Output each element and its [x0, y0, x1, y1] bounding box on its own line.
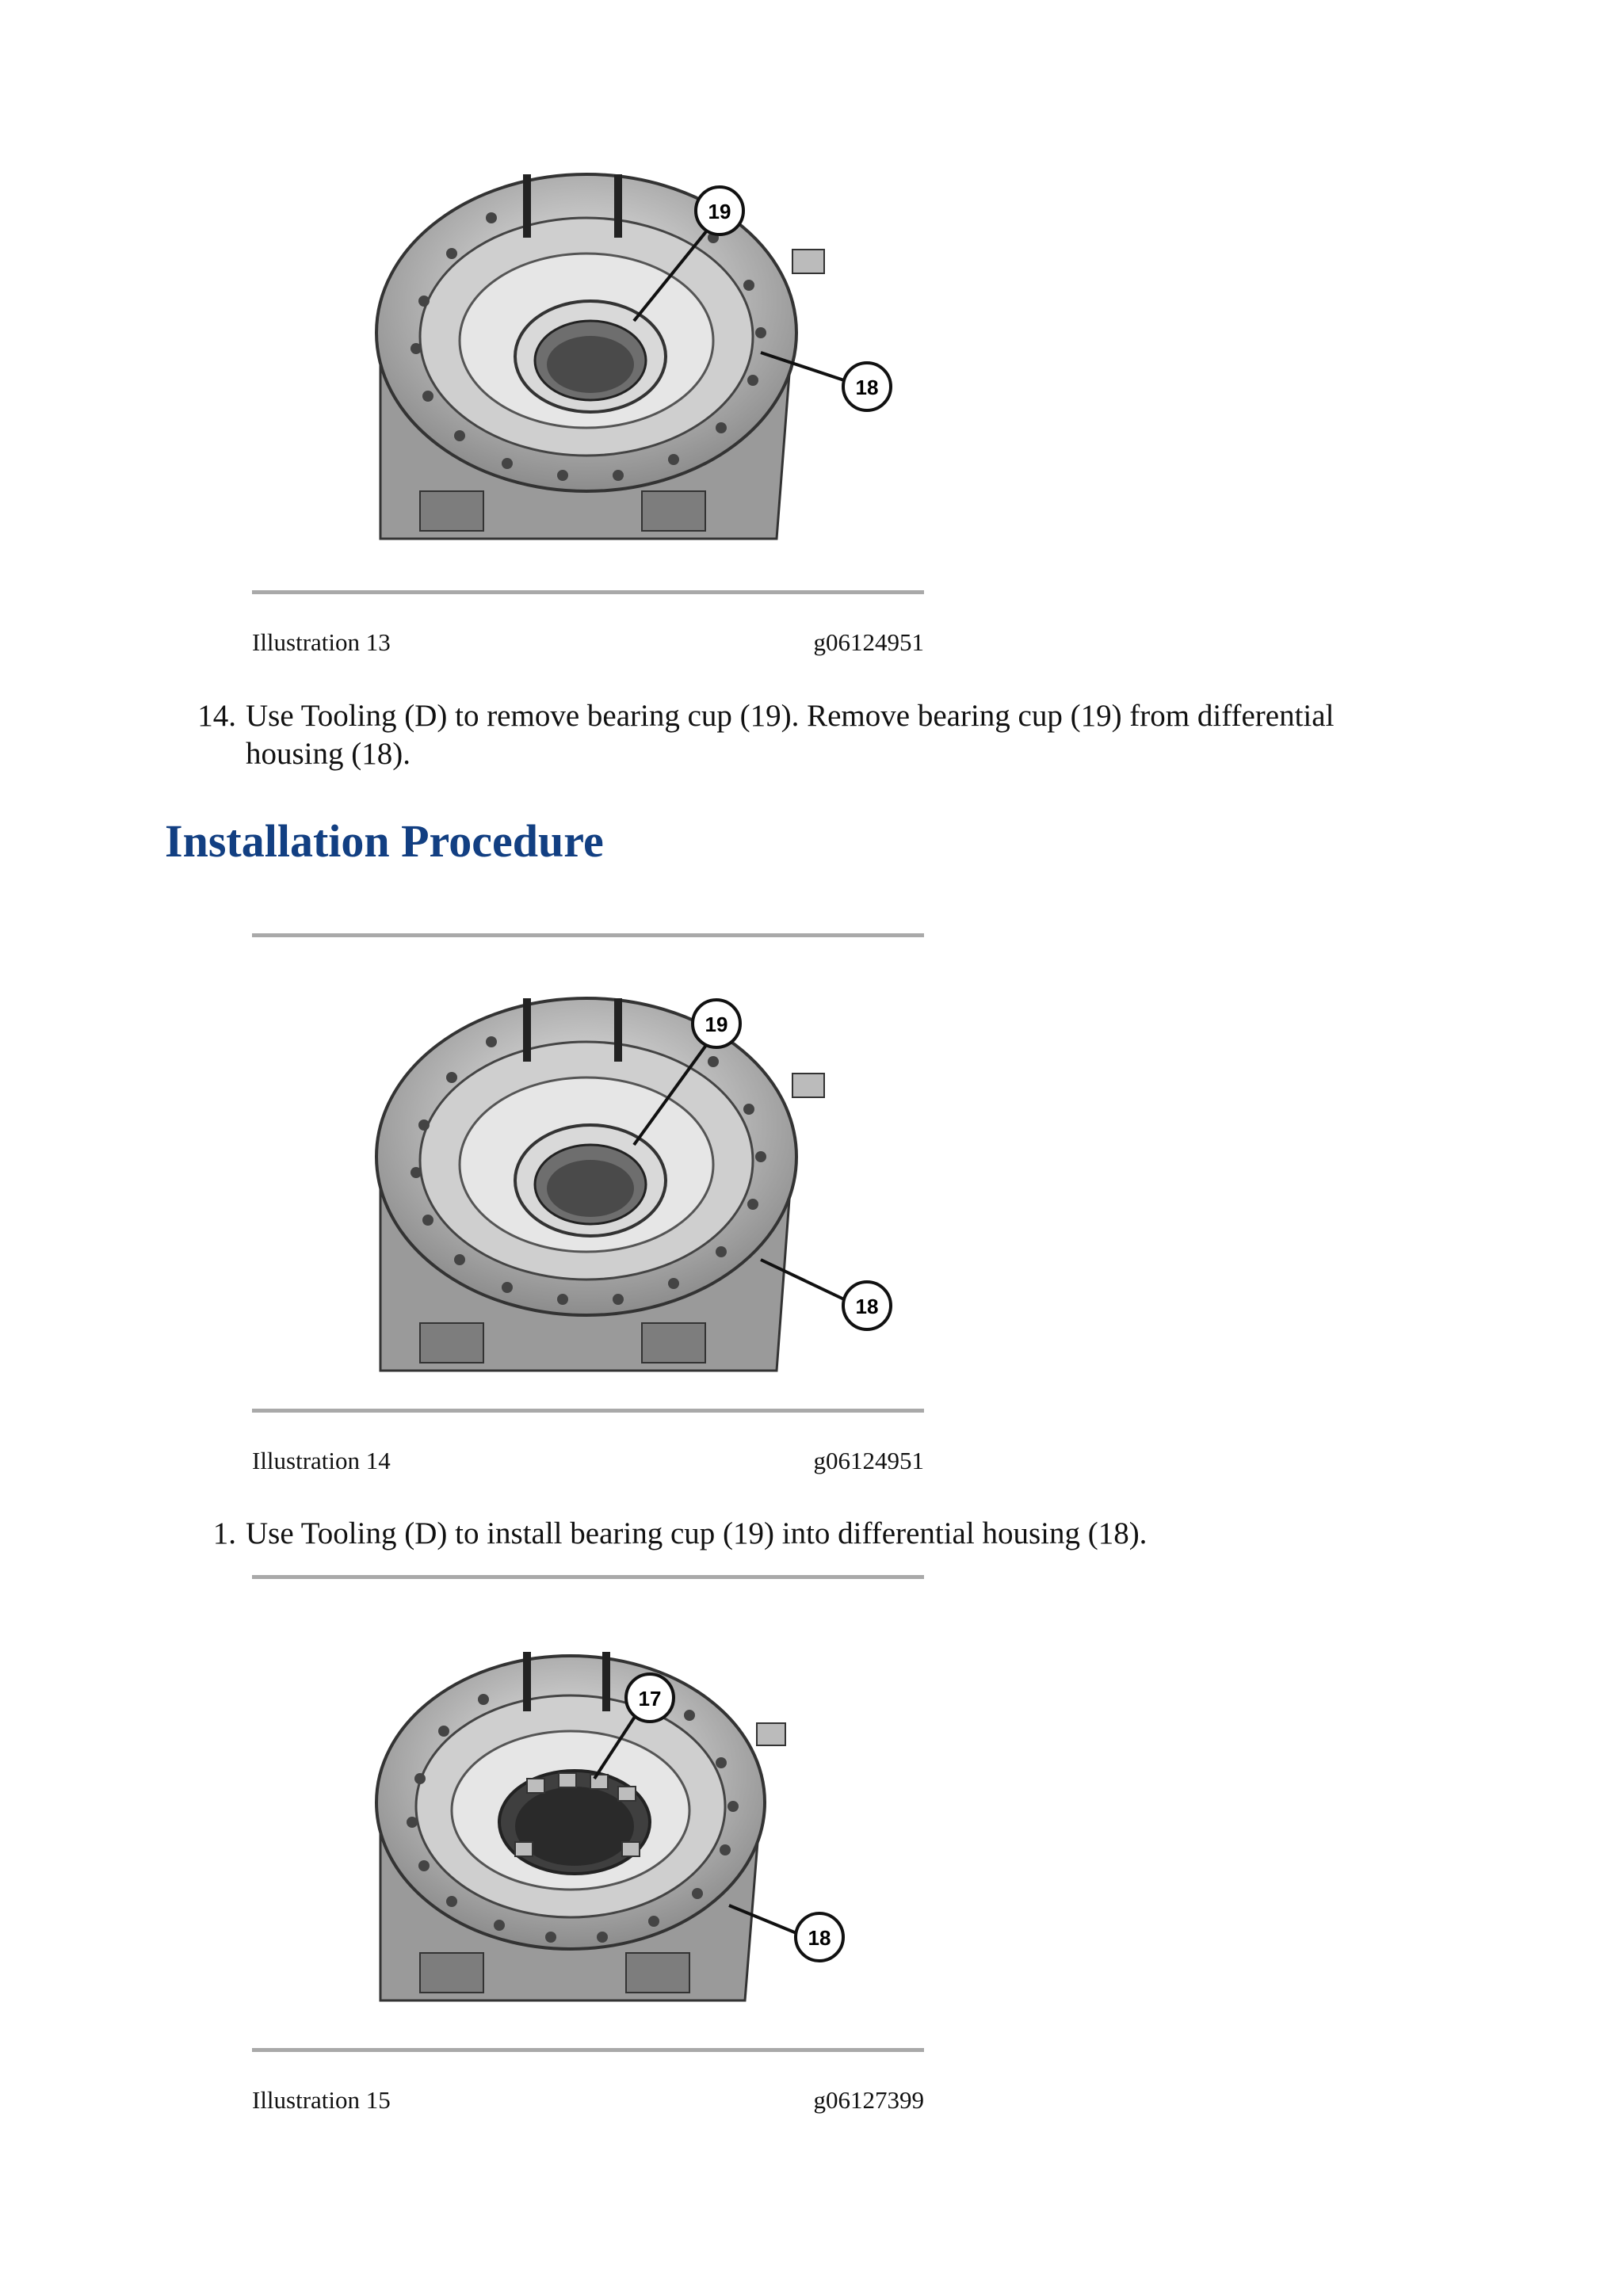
illustration-label: Illustration 15 — [252, 2086, 391, 2114]
callout-19: 19 — [705, 1013, 728, 1036]
illustration-code: g06124951 — [813, 628, 924, 656]
callout-18: 18 — [808, 1926, 831, 1950]
illustration-caption — [252, 628, 924, 657]
caption-rule — [252, 2048, 924, 2052]
illustration-label: Illustration 13 — [252, 628, 391, 656]
step-number: 14. — [197, 699, 236, 733]
callout-17: 17 — [638, 1687, 662, 1711]
caption-rule — [252, 590, 924, 594]
illustration-caption — [252, 2086, 924, 2115]
step-text — [246, 697, 1450, 773]
callout-18: 18 — [855, 376, 879, 399]
illustration-13-image — [349, 143, 919, 570]
figure-top-rule — [252, 933, 924, 937]
step-text-line-2: housing (18). — [246, 737, 411, 771]
step-text: Use Tooling (D) to install bearing cup (19) into differential housing (18). — [246, 1516, 1148, 1550]
step-text-line-1: Use Tooling (D) to remove bearing cup (19). Remove bearing cup (19) from differential — [246, 699, 1335, 733]
illustration-code: g06127399 — [813, 2086, 924, 2114]
caption-rule — [252, 1409, 924, 1413]
illustration-code: g06124951 — [813, 1447, 924, 1474]
illustration-caption — [252, 1447, 924, 1475]
section-heading: Installation Procedure — [165, 815, 604, 867]
illustration-14-image — [349, 967, 919, 1386]
illustration-label: Illustration 14 — [252, 1447, 391, 1474]
callout-18: 18 — [855, 1295, 879, 1318]
callout-19: 19 — [708, 200, 731, 223]
figure-top-rule — [252, 1575, 924, 1579]
illustration-15-image — [349, 1628, 919, 2008]
step-number: 1. — [212, 1516, 236, 1550]
